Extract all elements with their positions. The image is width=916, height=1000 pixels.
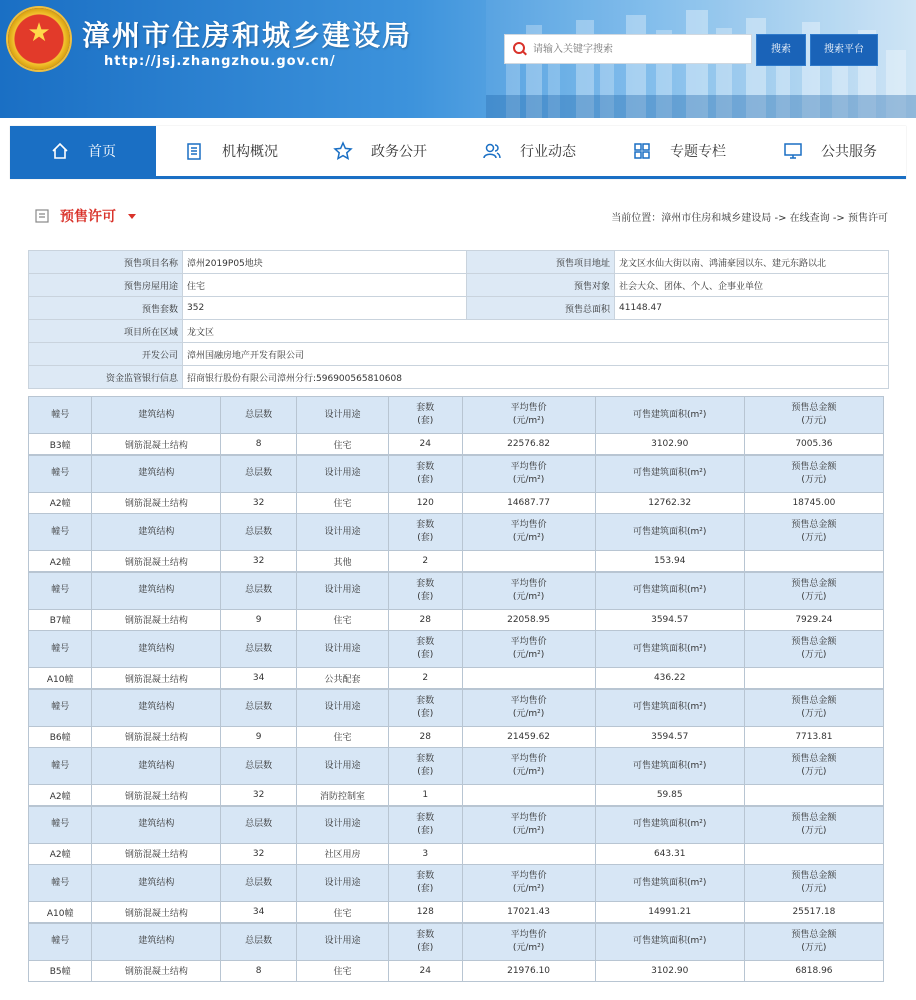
table-cell: 钢筋混凝土结构: [92, 960, 221, 981]
table-cell: 24: [388, 960, 462, 981]
table-cell: [462, 843, 595, 864]
column-header: 设计用途: [296, 923, 388, 960]
search-box: [504, 34, 752, 64]
table-cell: 3102.90: [595, 960, 744, 981]
table-cell: 21459.62: [462, 726, 595, 747]
building-table: [28, 864, 884, 923]
table-cell: 6818.96: [744, 960, 883, 981]
table-cell: B3幢: [29, 434, 92, 455]
table-cell: 其他: [296, 551, 388, 572]
table-cell: 社区用房: [296, 843, 388, 864]
column-header: 预售总金额 (万元): [744, 631, 883, 668]
nav-item-services[interactable]: [754, 126, 906, 176]
table-cell: A2幢: [29, 492, 92, 513]
table-cell: 2: [388, 551, 462, 572]
column-header: 平均售价 (元/m²): [462, 455, 595, 492]
table-row: [29, 434, 884, 455]
table-cell: 住宅: [296, 726, 388, 747]
table-cell: 3102.90: [595, 434, 744, 455]
column-header: 套数 (套): [388, 806, 462, 843]
table-cell: 8: [221, 960, 297, 981]
table-header-row: [29, 397, 884, 434]
table-cell: 8: [221, 434, 297, 455]
building-table: [28, 923, 884, 982]
table-cell: 18745.00: [744, 492, 883, 513]
document-list-icon: [184, 141, 204, 161]
column-header: 可售建筑面积(m²): [595, 631, 744, 668]
column-header: 预售总金额 (万元): [744, 748, 883, 785]
table-cell: 32: [221, 492, 297, 513]
table-cell: 17021.43: [462, 902, 595, 923]
info-value: 41148.47: [615, 297, 889, 320]
column-header: 总层数: [221, 923, 297, 960]
table-cell: [744, 668, 883, 689]
column-header: 套数 (套): [388, 748, 462, 785]
column-header: 可售建筑面积(m²): [595, 572, 744, 609]
table-header-row: [29, 689, 884, 726]
table-cell: 128: [388, 902, 462, 923]
building-table: [28, 513, 884, 572]
table-cell: 3: [388, 843, 462, 864]
table-cell: 59.85: [595, 785, 744, 806]
info-value: 龙文区水仙大街以南、鸿浦豪园以东、建元东路以北: [615, 251, 889, 274]
column-header: 总层数: [221, 514, 297, 551]
building-table: [28, 630, 884, 689]
site-title: 漳州市住房和城乡建设局: [82, 19, 413, 52]
column-header: 平均售价 (元/m²): [462, 806, 595, 843]
table-cell: 21976.10: [462, 960, 595, 981]
document-icon: [34, 208, 50, 224]
column-header: 可售建筑面积(m²): [595, 865, 744, 902]
table-cell: 12762.32: [595, 492, 744, 513]
table-row: [29, 668, 884, 689]
table-cell: B6幢: [29, 726, 92, 747]
column-header: 预售总金额 (万元): [744, 572, 883, 609]
search-input[interactable]: [531, 43, 745, 56]
table-row: [29, 785, 884, 806]
column-header: 建筑结构: [92, 572, 221, 609]
info-label: 项目所在区域: [29, 320, 183, 343]
table-cell: 消防控制室: [296, 785, 388, 806]
column-header: 总层数: [221, 631, 297, 668]
column-header: 设计用途: [296, 455, 388, 492]
table-cell: 钢筋混凝土结构: [92, 668, 221, 689]
info-value: 社会大众、团体、个人、企事业单位: [615, 274, 889, 297]
table-cell: 436.22: [595, 668, 744, 689]
table-cell: 1: [388, 785, 462, 806]
table-cell: [462, 551, 595, 572]
building-table: [28, 455, 884, 514]
column-header: 套数 (套): [388, 397, 462, 434]
table-cell: 住宅: [296, 492, 388, 513]
table-cell: 32: [221, 551, 297, 572]
table-cell: 153.94: [595, 551, 744, 572]
table-header-row: [29, 572, 884, 609]
column-header: 可售建筑面积(m²): [595, 689, 744, 726]
site-url: http://jsj.zhangzhou.gov.cn/: [104, 54, 336, 69]
table-row: [29, 726, 884, 747]
table-cell: 14687.77: [462, 492, 595, 513]
table-header-row: [29, 455, 884, 492]
table-cell: 9: [221, 609, 297, 630]
table-cell: 钢筋混凝土结构: [92, 785, 221, 806]
table-header-row: [29, 865, 884, 902]
table-cell: 34: [221, 668, 297, 689]
monitor-icon: [783, 141, 803, 161]
table-cell: 24: [388, 434, 462, 455]
table-cell: 32: [221, 785, 297, 806]
column-header: 预售总金额 (万元): [744, 923, 883, 960]
column-header: 建筑结构: [92, 806, 221, 843]
nav-item-label: 公共服务: [821, 144, 877, 160]
info-label: 预售房屋用途: [29, 274, 183, 297]
table-cell: 7005.36: [744, 434, 883, 455]
table-cell: A10幢: [29, 668, 92, 689]
column-header: 幢号: [29, 455, 92, 492]
column-header: 预售总金额 (万元): [744, 689, 883, 726]
national-emblem-icon: ★: [8, 8, 70, 70]
column-header: 幢号: [29, 397, 92, 434]
info-label: 预售总面积: [467, 297, 615, 320]
column-header: 建筑结构: [92, 397, 221, 434]
table-cell: B7幢: [29, 609, 92, 630]
column-header: 可售建筑面积(m²): [595, 514, 744, 551]
table-row: [29, 843, 884, 864]
project-info-table: [28, 250, 889, 389]
column-header: 可售建筑面积(m²): [595, 748, 744, 785]
search-platform-button[interactable]: 搜索平台: [810, 34, 878, 66]
building-table: [28, 572, 884, 631]
grid-icon: [632, 141, 652, 161]
column-header: 总层数: [221, 748, 297, 785]
table-header-row: [29, 923, 884, 960]
table-row: [29, 960, 884, 981]
table-cell: 钢筋混凝土结构: [92, 902, 221, 923]
column-header: 可售建筑面积(m²): [595, 455, 744, 492]
column-header: 设计用途: [296, 689, 388, 726]
column-header: 幢号: [29, 806, 92, 843]
column-header: 建筑结构: [92, 514, 221, 551]
column-header: 平均售价 (元/m²): [462, 572, 595, 609]
column-header: 总层数: [221, 572, 297, 609]
nav-item-about[interactable]: [156, 126, 306, 176]
table-cell: 住宅: [296, 902, 388, 923]
column-header: 平均售价 (元/m²): [462, 923, 595, 960]
nav-item-news[interactable]: [454, 126, 604, 176]
table-cell: [744, 843, 883, 864]
column-header: 预售总金额 (万元): [744, 514, 883, 551]
info-label: 资金监管银行信息: [29, 366, 183, 389]
site-banner: [0, 0, 916, 118]
column-header: 总层数: [221, 689, 297, 726]
users-icon: [482, 141, 502, 161]
table-cell: 3594.57: [595, 609, 744, 630]
table-row: [29, 492, 884, 513]
column-header: 总层数: [221, 806, 297, 843]
nav-item-label: 政务公开: [371, 144, 427, 160]
column-header: 套数 (套): [388, 865, 462, 902]
table-cell: 32: [221, 843, 297, 864]
table-cell: A2幢: [29, 551, 92, 572]
nav-item-label: 行业动态: [520, 144, 576, 160]
column-header: 幢号: [29, 689, 92, 726]
building-table: [28, 747, 884, 806]
info-value: 招商银行股份有限公司漳州分行:596900565810608: [183, 366, 889, 389]
table-header-row: [29, 806, 884, 843]
column-header: 可售建筑面积(m²): [595, 806, 744, 843]
table-row: [29, 902, 884, 923]
table-cell: 3594.57: [595, 726, 744, 747]
info-label: 预售项目地址: [467, 251, 615, 274]
nav-item-label: 机构概况: [222, 144, 278, 160]
nav-item-topics[interactable]: [604, 126, 754, 176]
search-icon[interactable]: [513, 42, 527, 56]
table-cell: 钢筋混凝土结构: [92, 726, 221, 747]
info-label: 预售对象: [467, 274, 615, 297]
table-cell: 9: [221, 726, 297, 747]
column-header: 预售总金额 (万元): [744, 865, 883, 902]
column-header: 建筑结构: [92, 865, 221, 902]
table-cell: 住宅: [296, 960, 388, 981]
table-cell: 22058.95: [462, 609, 595, 630]
column-header: 平均售价 (元/m²): [462, 689, 595, 726]
column-header: 设计用途: [296, 572, 388, 609]
column-header: 幢号: [29, 865, 92, 902]
column-header: 平均售价 (元/m²): [462, 397, 595, 434]
column-header: 设计用途: [296, 514, 388, 551]
info-value: 龙文区: [183, 320, 889, 343]
column-header: 平均售价 (元/m²): [462, 865, 595, 902]
column-header: 建筑结构: [92, 631, 221, 668]
nav-item-home[interactable]: [10, 126, 156, 176]
table-cell: 22576.82: [462, 434, 595, 455]
table-cell: 2: [388, 668, 462, 689]
column-header: 套数 (套): [388, 923, 462, 960]
column-header: 建筑结构: [92, 455, 221, 492]
table-cell: 34: [221, 902, 297, 923]
table-cell: A2幢: [29, 785, 92, 806]
column-header: 可售建筑面积(m²): [595, 923, 744, 960]
table-header-row: [29, 631, 884, 668]
main-nav: [10, 126, 906, 179]
table-row: [29, 551, 884, 572]
info-value: 住宅: [183, 274, 467, 297]
column-header: 平均售价 (元/m²): [462, 748, 595, 785]
table-cell: 钢筋混凝土结构: [92, 492, 221, 513]
table-cell: B5幢: [29, 960, 92, 981]
column-header: 幢号: [29, 748, 92, 785]
info-label: 预售项目名称: [29, 251, 183, 274]
table-cell: 公共配套: [296, 668, 388, 689]
building-table: [28, 396, 884, 455]
nav-item-affairs[interactable]: [306, 126, 454, 176]
column-header: 套数 (套): [388, 455, 462, 492]
section-header: [34, 205, 136, 227]
info-value: 漳州国融房地产开发有限公司: [183, 343, 889, 366]
column-header: 套数 (套): [388, 514, 462, 551]
table-cell: [744, 785, 883, 806]
column-header: 设计用途: [296, 397, 388, 434]
table-header-row: [29, 748, 884, 785]
table-cell: 28: [388, 726, 462, 747]
column-header: 建筑结构: [92, 923, 221, 960]
column-header: 套数 (套): [388, 689, 462, 726]
nav-item-label: 首页: [88, 144, 116, 160]
table-cell: [462, 668, 595, 689]
column-header: 预售总金额 (万元): [744, 455, 883, 492]
table-cell: 643.31: [595, 843, 744, 864]
table-cell: 钢筋混凝土结构: [92, 551, 221, 572]
column-header: 套数 (套): [388, 631, 462, 668]
column-header: 设计用途: [296, 865, 388, 902]
column-header: 建筑结构: [92, 748, 221, 785]
caret-down-icon[interactable]: [128, 214, 136, 219]
column-header: 幢号: [29, 572, 92, 609]
search-button[interactable]: 搜索: [756, 34, 806, 66]
table-row: [29, 609, 884, 630]
info-value: 漳州2019P05地块: [183, 251, 467, 274]
table-cell: 120: [388, 492, 462, 513]
table-cell: 7929.24: [744, 609, 883, 630]
page-title: 预售许可: [60, 209, 116, 225]
info-value: 352: [183, 297, 467, 320]
column-header: 预售总金额 (万元): [744, 806, 883, 843]
building-table: [28, 806, 884, 865]
table-cell: [462, 785, 595, 806]
column-header: 平均售价 (元/m²): [462, 631, 595, 668]
column-header: 幢号: [29, 631, 92, 668]
table-cell: 25517.18: [744, 902, 883, 923]
column-header: 设计用途: [296, 806, 388, 843]
table-cell: 住宅: [296, 609, 388, 630]
table-cell: 钢筋混凝土结构: [92, 843, 221, 864]
table-cell: 7713.81: [744, 726, 883, 747]
table-cell: A2幢: [29, 843, 92, 864]
table-cell: A10幢: [29, 902, 92, 923]
building-table: [28, 689, 884, 748]
table-cell: 14991.21: [595, 902, 744, 923]
column-header: 建筑结构: [92, 689, 221, 726]
column-header: 设计用途: [296, 631, 388, 668]
table-cell: 钢筋混凝土结构: [92, 434, 221, 455]
info-label: 预售套数: [29, 297, 183, 320]
column-header: 平均售价 (元/m²): [462, 514, 595, 551]
info-label: 开发公司: [29, 343, 183, 366]
breadcrumb: 当前位置：漳州市住房和城乡建设局 -> 在线查询 -> 预售许可: [611, 213, 888, 224]
column-header: 总层数: [221, 455, 297, 492]
column-header: 预售总金额 (万元): [744, 397, 883, 434]
table-cell: 钢筋混凝土结构: [92, 609, 221, 630]
column-header: 套数 (套): [388, 572, 462, 609]
table-cell: [744, 551, 883, 572]
table-cell: 住宅: [296, 434, 388, 455]
table-header-row: [29, 514, 884, 551]
star-icon: [333, 141, 353, 161]
column-header: 幢号: [29, 923, 92, 960]
column-header: 设计用途: [296, 748, 388, 785]
column-header: 总层数: [221, 397, 297, 434]
column-header: 总层数: [221, 865, 297, 902]
home-icon: [50, 141, 70, 161]
column-header: 可售建筑面积(m²): [595, 397, 744, 434]
nav-item-label: 专题专栏: [670, 144, 726, 160]
table-cell: 28: [388, 609, 462, 630]
column-header: 幢号: [29, 514, 92, 551]
